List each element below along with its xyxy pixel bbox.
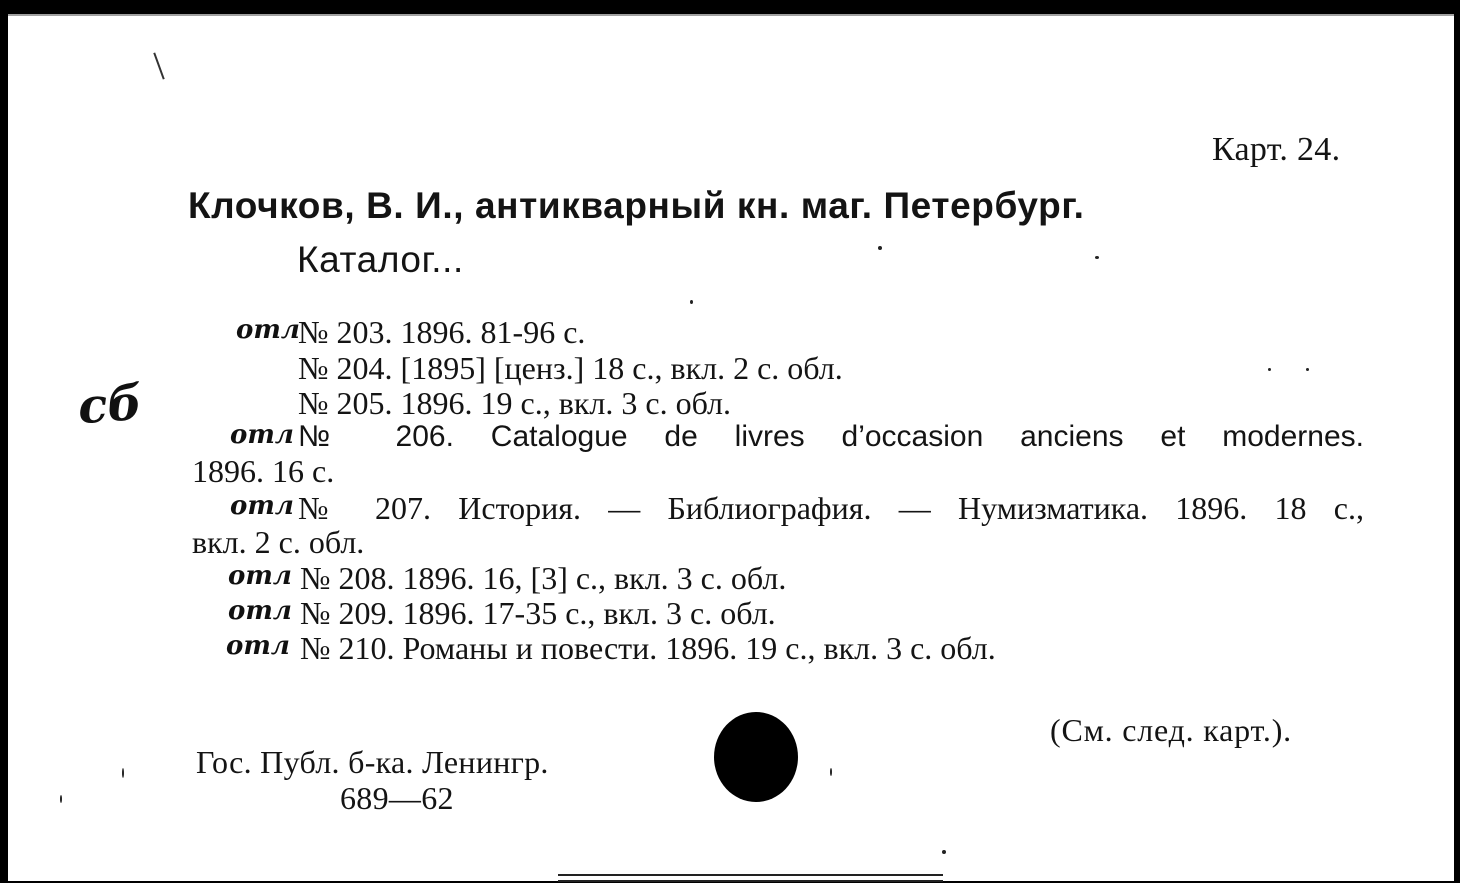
- scan-speck: [942, 850, 946, 854]
- entry-text: № 205. 1896. 19 с., вкл. 3 с. обл.: [298, 385, 732, 421]
- entry-mark: отл: [226, 631, 290, 661]
- see-next-card-note: (См. след. карт.).: [1050, 712, 1292, 748]
- entry-text: № 203. 1896. 81-96 с.: [298, 314, 586, 350]
- scan-speck: [1268, 368, 1271, 371]
- entry-mark: отл: [228, 596, 292, 626]
- punch-hole: [714, 712, 798, 802]
- entry-text: № 208. 1896. 16, [3] с., вкл. 3 с. обл.: [300, 560, 787, 596]
- entry-text: № 209. 1896. 17-35 с., вкл. 3 с. обл.: [300, 595, 776, 631]
- scan-speck: [690, 300, 693, 304]
- card-number: Карт. 24.: [1212, 131, 1341, 168]
- entry-206: [0, 419, 1460, 489]
- scan-streak: [0, 14, 1460, 16]
- entry-text: № 210. Романы и повести. 1896. 19 с., вкл. 3 с. обл.: [300, 630, 996, 666]
- entry-205: [0, 385, 1460, 421]
- pencil-tick: [153, 53, 164, 80]
- entry-mark: отл: [236, 315, 300, 345]
- scan-speck: [830, 768, 832, 776]
- card-subheading: Каталог...: [297, 239, 464, 280]
- entry-209: [0, 595, 1460, 631]
- bottom-rule: [558, 874, 943, 876]
- entry-203: [0, 314, 1460, 350]
- scan-speck: [1306, 368, 1309, 371]
- entry-208: [0, 560, 1460, 596]
- entry-mark: отл: [230, 420, 294, 450]
- library-code: 689—62: [340, 780, 454, 816]
- scan-speck: [1095, 256, 1099, 259]
- entry-mark: отл: [230, 491, 294, 521]
- scan-speck: [60, 795, 62, 803]
- entry-text: № 204. [1895] [ценз.] 18 с., вкл. 2 с. обл.: [298, 350, 843, 386]
- scan-speck: [122, 768, 124, 778]
- bottom-rule: [558, 880, 943, 882]
- entry-text: № 207. История. — Библиография. — Нумизматика. 1896. 18 с.,: [298, 490, 1364, 526]
- scan-speck: [878, 246, 882, 250]
- library-name: Гос. Публ. б-ка. Ленингр.: [196, 744, 549, 780]
- scan-border-top: [0, 0, 1460, 14]
- entry-text: № 206. Catalogue de livres d’occasion anciens et modernes.: [298, 420, 1364, 453]
- entry-210: [0, 630, 1460, 666]
- entry-207: [0, 490, 1460, 560]
- margin-note: сб: [76, 374, 144, 436]
- card-heading: Клочков, В. И., антикварный кн. маг. Петербург.: [188, 185, 1085, 226]
- entry-continuation: вкл. 2 с. обл.: [192, 524, 365, 560]
- entry-continuation: 1896. 16 с.: [192, 453, 335, 489]
- entry-204: [0, 350, 1460, 386]
- entry-mark: отл: [228, 561, 292, 591]
